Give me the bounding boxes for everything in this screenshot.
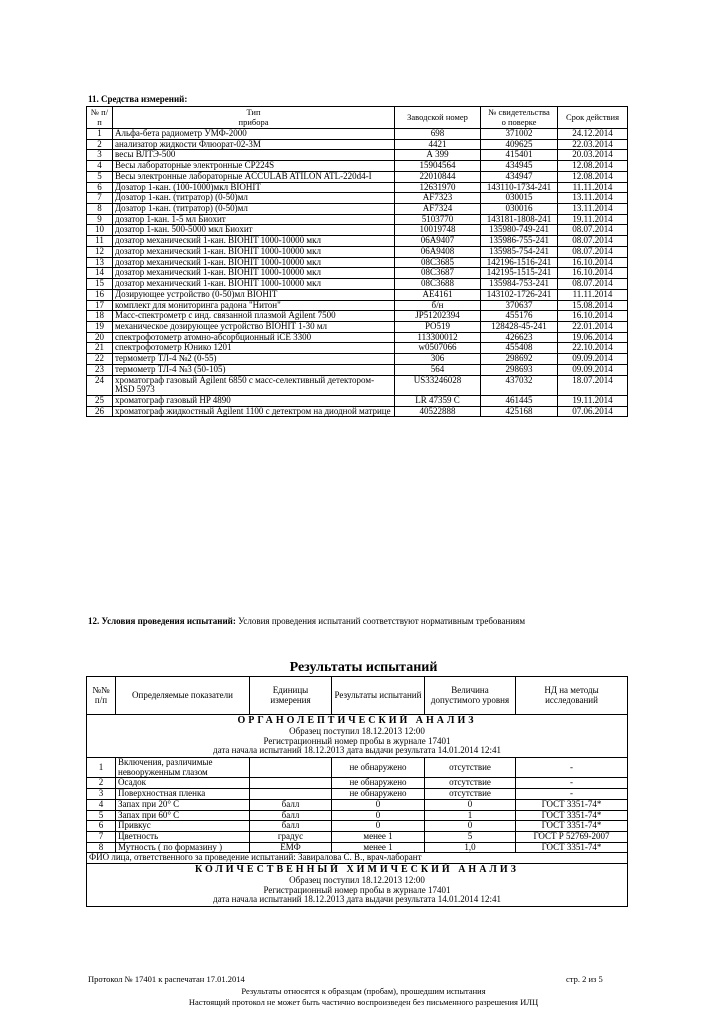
- header-cert-line2: о поверке: [501, 116, 537, 127]
- result-value: 0: [332, 799, 425, 810]
- result-param: Поверхностная пленка: [116, 789, 250, 800]
- result-num: 6: [87, 821, 116, 832]
- instrument-num: 26: [87, 406, 113, 417]
- instrument-serial: 10019748: [395, 225, 481, 236]
- result-num: 2: [87, 778, 116, 789]
- instrument-serial: 08С3687: [395, 268, 481, 279]
- result-limit: отсутствие: [425, 789, 516, 800]
- instrument-valid: 20.03.2014: [558, 150, 628, 161]
- instrument-valid: 19.11.2014: [558, 395, 628, 406]
- instrument-name: Масс-спектрометр с инд. связанной плазмой Agilent 7500: [113, 311, 395, 322]
- instrument-num: 14: [87, 268, 113, 279]
- instrument-row: [87, 343, 628, 354]
- footer-note-2: Настоящий протокол не может быть частично воспроизведен без письменного разрешения ИЛЦ: [188, 996, 539, 1007]
- instrument-num: 22: [87, 354, 113, 365]
- instrument-row: [87, 321, 628, 332]
- instrument-valid: 19.06.2014: [558, 332, 628, 343]
- footer-note-1: Результаты относятся к образцам (пробам), прошедшим испытания: [241, 986, 486, 996]
- res-header-result: Результаты испытаний: [332, 677, 425, 715]
- res-header-unit: Единицы измерения: [250, 677, 332, 715]
- result-value: не обнаружено: [332, 789, 425, 800]
- instrument-valid: 08.07.2014: [558, 236, 628, 247]
- instrument-row: [87, 171, 628, 182]
- result-limit: 1,0: [425, 842, 516, 853]
- result-row: [87, 799, 628, 810]
- instrument-num: 6: [87, 182, 113, 193]
- instrument-cert: 135984-753-241: [481, 279, 558, 290]
- chemical-dates: дата начала испытаний 18.12.2013 дата выдачи результата 14.01.2014 12:41: [213, 894, 501, 905]
- header-cert: [481, 107, 558, 129]
- instrument-num: 24: [87, 375, 113, 395]
- header-type: [113, 107, 395, 129]
- instrument-row: [87, 204, 628, 215]
- instrument-valid: 15.08.2014: [558, 300, 628, 311]
- organoleptic-heading: ОРГАНОЛЕПТИЧЕСКИЙ АНАЛИЗ: [237, 715, 477, 726]
- instrument-valid: 22.03.2014: [558, 139, 628, 150]
- instrument-cert: 409625: [481, 139, 558, 150]
- instrument-name: дозатор механический 1-кан. BIOHIT 1000-10000 мкл: [113, 268, 395, 279]
- organoleptic-dates: дата начала испытаний 18.12.2013 дата выдачи результата 14.01.2014 12:41: [213, 745, 501, 756]
- instrument-valid: 09.09.2014: [558, 354, 628, 365]
- instrument-serial: 306: [395, 354, 481, 365]
- result-limit: 1: [425, 810, 516, 821]
- results-table-body: [87, 715, 628, 853]
- header-cert-line1: № свидетельства: [488, 107, 550, 118]
- instrument-num: 12: [87, 246, 113, 257]
- result-value: не обнаружено: [332, 778, 425, 789]
- instrument-num: 2: [87, 139, 113, 150]
- instrument-row: [87, 406, 628, 417]
- result-method: -: [516, 757, 628, 777]
- instrument-num: 9: [87, 214, 113, 225]
- instrument-num: 8: [87, 204, 113, 215]
- conditions-text: Условия проведения испытаний соответствуют нормативным требованиям: [238, 616, 526, 626]
- instrument-valid: 24.12.2014: [558, 129, 628, 140]
- instrument-cert: 437032: [481, 375, 558, 395]
- protocol-print-info: Протокол № 17401 к распечатан 17.01.2014: [88, 974, 245, 984]
- instrument-valid: 13.11.2014: [558, 193, 628, 204]
- instrument-row: [87, 375, 628, 395]
- instrument-serial: 4421: [395, 139, 481, 150]
- instrument-name: термометр ТЛ-4 №2 (0-55): [113, 354, 395, 365]
- instrument-row: [87, 332, 628, 343]
- result-num: 7: [87, 831, 116, 842]
- instrument-cert: 143102-1726-241: [481, 289, 558, 300]
- header-type-line1: Тип: [246, 107, 261, 118]
- instrument-serial: 15904564: [395, 161, 481, 172]
- instrument-valid: 16.10.2014: [558, 257, 628, 268]
- instrument-cert: 434945: [481, 161, 558, 172]
- res-header-num: №№ п/п: [87, 677, 116, 715]
- instrument-cert: 128428-45-241: [481, 321, 558, 332]
- instrument-row: [87, 257, 628, 268]
- result-row: [87, 757, 628, 777]
- instrument-name: дозатор 1-кан. 1-5 мл Биохит: [113, 214, 395, 225]
- instrument-name: хроматограф газовый Agilent 6850 с масс-селективный детектором- MSD 5973: [113, 375, 395, 395]
- footer-notes: [0, 986, 727, 1007]
- instrument-serial: 06А9407: [395, 236, 481, 247]
- instrument-cert: 142196-1516-241: [481, 257, 558, 268]
- result-value: менее 1: [332, 831, 425, 842]
- result-num: 3: [87, 789, 116, 800]
- result-row: [87, 810, 628, 821]
- results-table: [86, 676, 628, 907]
- result-method: ГОСТ 3351-74*: [516, 810, 628, 821]
- instrument-serial: LR 47359 C: [395, 395, 481, 406]
- instrument-serial: 564: [395, 364, 481, 375]
- result-num: 4: [87, 799, 116, 810]
- instrument-cert: 425168: [481, 406, 558, 417]
- instrument-cert: 143181-1808-241: [481, 214, 558, 225]
- instrument-cert: 461445: [481, 395, 558, 406]
- instrument-cert: 142195-1515-241: [481, 268, 558, 279]
- results-table-footer: [87, 853, 628, 907]
- result-method: ГОСТ 3351-74*: [516, 799, 628, 810]
- instrument-serial: 22010844: [395, 171, 481, 182]
- instrument-name: хроматограф жидкостный Agilent 1100 с детектром на диодной матрице: [113, 406, 395, 417]
- instrument-serial: JP51202394: [395, 311, 481, 322]
- result-value: 0: [332, 810, 425, 821]
- result-row: [87, 831, 628, 842]
- result-param: Мутность ( по формазину ): [116, 842, 250, 853]
- result-value: 0: [332, 821, 425, 832]
- instrument-num: 21: [87, 343, 113, 354]
- instrument-valid: 16.10.2014: [558, 311, 628, 322]
- instrument-serial: 113300012: [395, 332, 481, 343]
- result-unit: градус: [250, 831, 332, 842]
- instrument-valid: 19.11.2014: [558, 214, 628, 225]
- instrument-valid: 08.07.2014: [558, 279, 628, 290]
- instrument-row: [87, 279, 628, 290]
- instrument-cert: 298693: [481, 364, 558, 375]
- instrument-cert: 030016: [481, 204, 558, 215]
- result-value: не обнаружено: [332, 757, 425, 777]
- result-row: [87, 778, 628, 789]
- instrument-num: 4: [87, 161, 113, 172]
- responsible-row: [87, 853, 628, 864]
- instrument-valid: 08.07.2014: [558, 225, 628, 236]
- instrument-cert: 415401: [481, 150, 558, 161]
- header-type-line2: прибора: [238, 116, 269, 127]
- instrument-serial: 698: [395, 129, 481, 140]
- res-header-param: Определяемые показатели: [116, 677, 250, 715]
- instrument-row: [87, 150, 628, 161]
- instrument-serial: PO519: [395, 321, 481, 332]
- instrument-serial: AE4161: [395, 289, 481, 300]
- instrument-valid: 12.08.2014: [558, 171, 628, 182]
- instrument-cert: 135986-755-241: [481, 236, 558, 247]
- result-limit: 5: [425, 831, 516, 842]
- instrument-name: Весы лабораторные электронные CP224S: [113, 161, 395, 172]
- instrument-cert: 143110-1734-241: [481, 182, 558, 193]
- instrument-num: 15: [87, 279, 113, 290]
- results-title: Результаты испытаний: [289, 660, 438, 675]
- instrument-row: [87, 193, 628, 204]
- result-param: Привкус: [116, 821, 250, 832]
- instrument-num: 3: [87, 150, 113, 161]
- instrument-row: [87, 268, 628, 279]
- instrument-num: 19: [87, 321, 113, 332]
- instrument-row: [87, 225, 628, 236]
- instrument-valid: 07.06.2014: [558, 406, 628, 417]
- instrument-serial: 06А9408: [395, 246, 481, 257]
- instrument-name: дозатор механический 1-кан. BIOHIT 1000-10000 мкл: [113, 279, 395, 290]
- res-header-limit: Величина допустимого уровня: [425, 677, 516, 715]
- result-unit: балл: [250, 810, 332, 821]
- result-method: -: [516, 789, 628, 800]
- instrument-num: 1: [87, 129, 113, 140]
- page-number: стр. 2 из 5: [566, 974, 603, 984]
- instrument-valid: 09.09.2014: [558, 364, 628, 375]
- instrument-serial: US33246028: [395, 375, 481, 395]
- instrument-cert: 434947: [481, 171, 558, 182]
- organoleptic-received: Образец поступил 18.12.2013 12:00: [289, 725, 425, 736]
- instrument-name: комплект для мониторинга радона "Нитон": [113, 300, 395, 311]
- instrument-name: Дозирующее устройство (0-50)мл BIOHIT: [113, 289, 395, 300]
- result-row: [87, 842, 628, 853]
- instrument-serial: 5103770: [395, 214, 481, 225]
- instrument-num: 18: [87, 311, 113, 322]
- header-num: № п/п: [87, 107, 113, 129]
- instrument-serial: w0507066: [395, 343, 481, 354]
- instrument-name: механическое дозирующее устройство BIOHIT 1-30 мл: [113, 321, 395, 332]
- instrument-serial: AF7324: [395, 204, 481, 215]
- instrument-name: дозатор механический 1-кан. BIOHIT 1000-10000 мкл: [113, 236, 395, 247]
- result-row: [87, 789, 628, 800]
- instrument-num: 5: [87, 171, 113, 182]
- instruments-table-body: [87, 129, 628, 417]
- instrument-name: спектрофотометр атомно-абсорбционный iCE 3300: [113, 332, 395, 343]
- result-num: 5: [87, 810, 116, 821]
- instrument-valid: 08.07.2014: [558, 246, 628, 257]
- result-limit: отсутствие: [425, 778, 516, 789]
- instrument-row: [87, 395, 628, 406]
- instrument-num: 25: [87, 395, 113, 406]
- instrument-row: [87, 236, 628, 247]
- instrument-serial: 08С3685: [395, 257, 481, 268]
- result-param: Осадок: [116, 778, 250, 789]
- chemical-heading: КОЛИЧЕСТВЕННЫЙ ХИМИЧЕСКИЙ АНАЛИЗ: [195, 864, 519, 876]
- instrument-serial: 08С3688: [395, 279, 481, 290]
- res-header-method: НД на методы исследований: [516, 677, 628, 715]
- result-method: ГОСТ 3351-74*: [516, 821, 628, 832]
- chemical-reg: Регистрационный номер пробы в журнале 17401: [263, 884, 451, 895]
- instrument-num: 17: [87, 300, 113, 311]
- instrument-valid: 11.11.2014: [558, 289, 628, 300]
- instruments-section-title: 11. Средства измерений:: [88, 94, 188, 104]
- instrument-num: 16: [87, 289, 113, 300]
- instrument-serial: 40522888: [395, 406, 481, 417]
- result-unit: ЕМФ: [250, 842, 332, 853]
- result-unit: [250, 757, 332, 777]
- instrument-name: Дозатор 1-кан. (титратор) (0-50)мл: [113, 193, 395, 204]
- instrument-cert: 135980-749-241: [481, 225, 558, 236]
- instrument-valid: 16.10.2014: [558, 268, 628, 279]
- instrument-name: Весы электронные лабораторные ACCULAB ATILON ATL-220d4-I: [113, 171, 395, 182]
- instrument-cert: 371002: [481, 129, 558, 140]
- instrument-cert: 455176: [481, 311, 558, 322]
- result-row: [87, 821, 628, 832]
- instrument-name: анализатор жидкости Флюорат-02-3М: [113, 139, 395, 150]
- instrument-row: [87, 182, 628, 193]
- instrument-cert: 030015: [481, 193, 558, 204]
- instrument-valid: 18.07.2014: [558, 375, 628, 395]
- result-num: 1: [87, 757, 116, 777]
- result-method: ГОСТ 3351-74*: [516, 842, 628, 853]
- header-valid: Срок действия: [558, 107, 628, 129]
- instrument-cert: 135985-754-241: [481, 246, 558, 257]
- instrument-serial: А 399: [395, 150, 481, 161]
- instrument-num: 10: [87, 225, 113, 236]
- responsible-person: ФИО лица, ответственного за проведение испытаний: Завиралова С. В., врач-лаборант: [87, 853, 628, 864]
- instrument-cert: 370637: [481, 300, 558, 311]
- instrument-name: дозатор механический 1-кан. BIOHIT 1000-10000 мкл: [113, 246, 395, 257]
- chemical-band: [87, 864, 628, 907]
- instrument-row: [87, 364, 628, 375]
- instrument-name: весы ВЛТЭ-500: [113, 150, 395, 161]
- instrument-valid: 11.11.2014: [558, 182, 628, 193]
- instrument-valid: 12.08.2014: [558, 161, 628, 172]
- conditions-label: 12. Условия проведения испытаний:: [88, 616, 236, 626]
- instrument-name: дозатор 1-кан. 500-5000 мкл Биохит: [113, 225, 395, 236]
- instrument-row: [87, 214, 628, 225]
- instrument-row: [87, 354, 628, 365]
- instrument-name: Альфа-бета радиометр УМФ-2000: [113, 129, 395, 140]
- result-value: менее 1: [332, 842, 425, 853]
- result-param: Запах при 60° С: [116, 810, 250, 821]
- test-conditions: [88, 616, 525, 626]
- result-num: 8: [87, 842, 116, 853]
- instrument-cert: 298692: [481, 354, 558, 365]
- instrument-cert: 455408: [481, 343, 558, 354]
- result-limit: отсутствие: [425, 757, 516, 777]
- instrument-name: спектрофотометр Юнико 1201: [113, 343, 395, 354]
- instrument-row: [87, 289, 628, 300]
- result-unit: балл: [250, 821, 332, 832]
- result-param: Включения, различимые невооруженным глазом: [116, 757, 250, 777]
- instrument-num: 11: [87, 236, 113, 247]
- organoleptic-band: [87, 715, 628, 758]
- instruments-table: [86, 106, 628, 417]
- instrument-num: 20: [87, 332, 113, 343]
- result-limit: 0: [425, 799, 516, 810]
- instrument-row: [87, 311, 628, 322]
- instrument-valid: 13.11.2014: [558, 204, 628, 215]
- organoleptic-reg: Регистрационный номер пробы в журнале 17401: [263, 735, 451, 746]
- chemical-received: Образец поступил 18.12.2013 12:00: [289, 874, 425, 885]
- instrument-cert: 426623: [481, 332, 558, 343]
- result-limit: 0: [425, 821, 516, 832]
- instrument-name: Дозатор 1-кан. (100-1000)мкл BIOHIT: [113, 182, 395, 193]
- result-unit: [250, 778, 332, 789]
- instrument-serial: 12631970: [395, 182, 481, 193]
- instrument-num: 13: [87, 257, 113, 268]
- instrument-name: дозатор механический 1-кан. BIOHIT 1000-10000 мкл: [113, 257, 395, 268]
- instrument-serial: AF7323: [395, 193, 481, 204]
- instrument-row: [87, 139, 628, 150]
- result-method: -: [516, 778, 628, 789]
- instrument-num: 23: [87, 364, 113, 375]
- instrument-name: хроматограф газовый HP 4890: [113, 395, 395, 406]
- instrument-valid: 22.10.2014: [558, 343, 628, 354]
- instrument-name: термометр ТЛ-4 №3 (50-105): [113, 364, 395, 375]
- result-param: Запах при 20° С: [116, 799, 250, 810]
- header-serial: Заводской номер: [395, 107, 481, 129]
- result-unit: [250, 789, 332, 800]
- instrument-row: [87, 161, 628, 172]
- instrument-row: [87, 300, 628, 311]
- result-method: ГОСТ Р 52769-2007: [516, 831, 628, 842]
- instrument-num: 7: [87, 193, 113, 204]
- instrument-name: Дозатор 1-кан. (титратор) (0-50)мл: [113, 204, 395, 215]
- result-param: Цветность: [116, 831, 250, 842]
- result-unit: балл: [250, 799, 332, 810]
- instrument-serial: б/н: [395, 300, 481, 311]
- instrument-row: [87, 246, 628, 257]
- instrument-valid: 22.01.2014: [558, 321, 628, 332]
- instrument-row: [87, 129, 628, 140]
